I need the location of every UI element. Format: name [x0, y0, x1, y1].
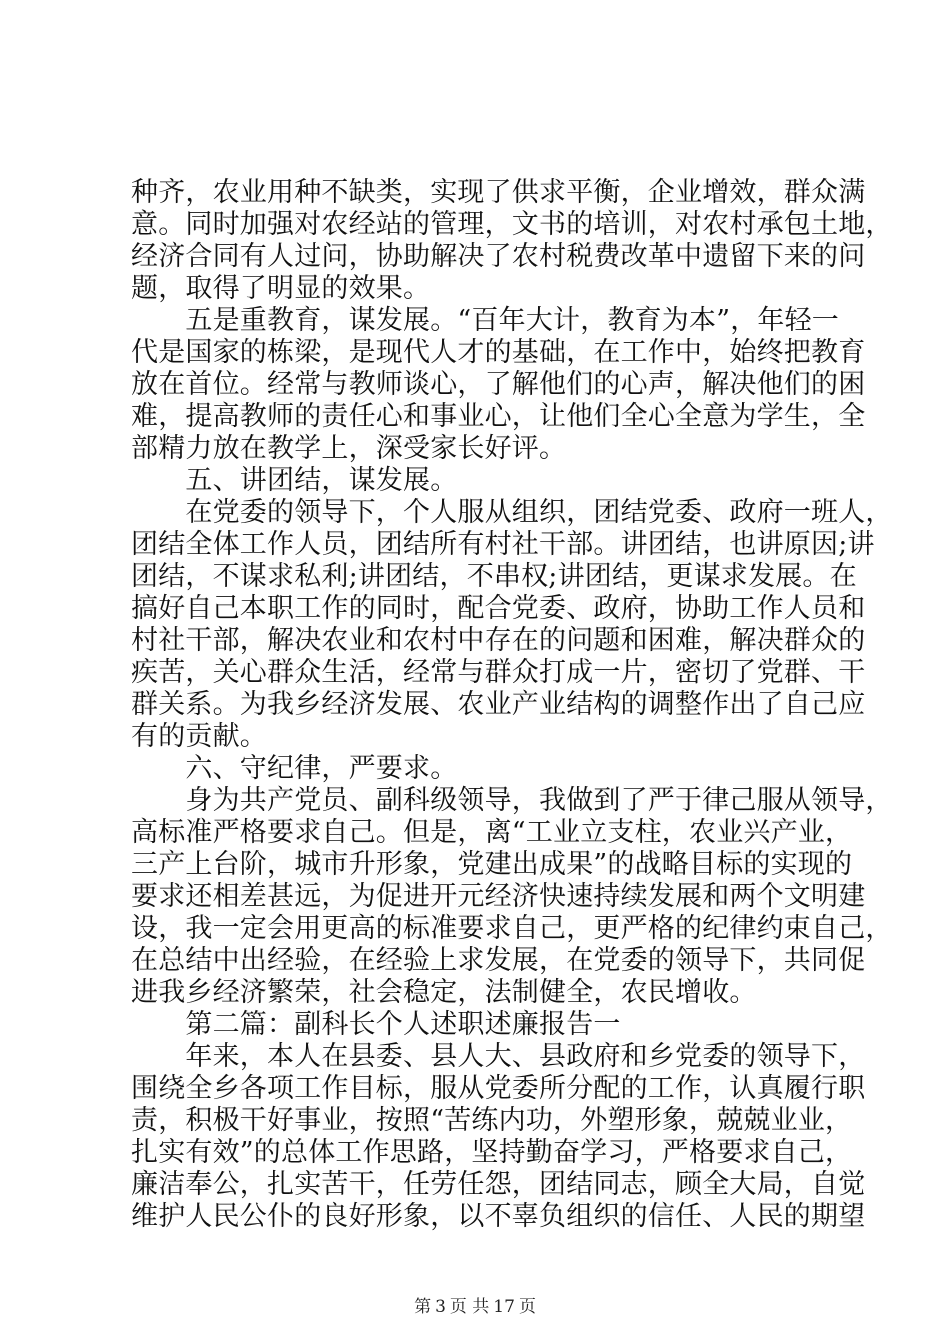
text-line: 种齐，农业用种不缺类，实现了供求平衡，企业增效，群众满 [131, 177, 866, 208]
text-line: 要求还相差甚远，为促进开元经济快速持续发展和两个文明建 [131, 881, 866, 912]
chapter-heading: 第二篇：副科长个人述职述廉报告一 [131, 1009, 621, 1040]
text-line: 村社干部，解决农业和农村中存在的问题和困难，解决群众的 [131, 625, 866, 656]
text-line: 难，提高教师的责任心和事业心，让他们全心全意为学生，全 [131, 401, 866, 432]
text-line: 进我乡经济繁荣，社会稳定，法制健全，农民增收。 [131, 977, 757, 1008]
text-line: 在总结中出经验，在经验上求发展，在党委的领导下，共同促 [131, 945, 866, 976]
text-line: 维护人民公仆的良好形象，以不辜负组织的信任、人民的期望 [131, 1201, 866, 1232]
text-line: 身为共产党员、副科级领导，我做到了严于律己服从领导， [131, 785, 893, 816]
text-line: 意。同时加强对农经站的管理，文书的培训，对农村承包土地， [131, 209, 893, 240]
page-total: 17 [493, 1297, 515, 1317]
page-middle: 页 共 [449, 1297, 490, 1317]
text-line: 有的贡献。 [131, 721, 267, 752]
section-heading: 六、守纪律，严要求。 [131, 753, 458, 784]
text-line: 围绕全乡各项工作目标，服从党委所分配的工作，认真履行职 [131, 1073, 866, 1104]
text-line: 设，我一定会用更高的标准要求自己，更严格的纪律约束自己， [131, 913, 893, 944]
text-line: 放在首位。经常与教师谈心，了解他们的心声，解决他们的困 [131, 369, 866, 400]
text-line: 代是国家的栋梁，是现代人才的基础，在工作中，始终把教育 [131, 337, 866, 368]
text-line: 群关系。为我乡经济发展、农业产业结构的调整作出了自己应 [131, 689, 866, 720]
page-prefix: 第 [414, 1297, 432, 1317]
page-footer [0, 1296, 950, 1318]
text-line: 廉洁奉公，扎实苦干，任劳任怨，团结同志，顾全大局，自觉 [131, 1169, 866, 1200]
text-line: 团结，不谋求私利;讲团结，不串权;讲团结，更谋求发展。在 [131, 561, 857, 592]
text-line: 经济合同有人过问，协助解决了农村税费改革中遗留下来的问 [131, 241, 866, 272]
text-line: 年来，本人在县委、县人大、县政府和乡党委的领导下， [131, 1041, 866, 1072]
text-line: 五是重教育，谋发展。“百年大计，教育为本”，年轻一 [131, 305, 840, 336]
text-line: 部精力放在教学上，深受家长好评。 [131, 433, 567, 464]
text-line: 团结全体工作人员，团结所有村社干部。讲团结，也讲原因;讲 [131, 529, 875, 560]
page-number: 3 [435, 1297, 446, 1317]
text-line: 疾苦，关心群众生活，经常与群众打成一片，密切了党群、干 [131, 657, 866, 688]
text-line: 三产上台阶，城市升形象，党建出成果”的战略目标的实现的 [131, 849, 853, 880]
text-line: 责，积极干好事业，按照“苦练内功，外塑形象，兢兢业业， [131, 1105, 853, 1136]
section-heading: 五、讲团结，谋发展。 [131, 465, 458, 496]
page-suffix: 页 [518, 1297, 536, 1317]
text-line: 扎实有效”的总体工作思路，坚持勤奋学习，严格要求自己， [131, 1137, 853, 1168]
text-line: 题，取得了明显的效果。 [131, 273, 431, 304]
text-line: 搞好自己本职工作的同时，配合党委、政府，协助工作人员和 [131, 593, 866, 624]
text-line: 在党委的领导下，个人服从组织，团结党委、政府一班人， [131, 497, 893, 528]
text-line: 高标准严格要求自己。但是，离“工业立支柱，农业兴产业， [131, 817, 853, 848]
